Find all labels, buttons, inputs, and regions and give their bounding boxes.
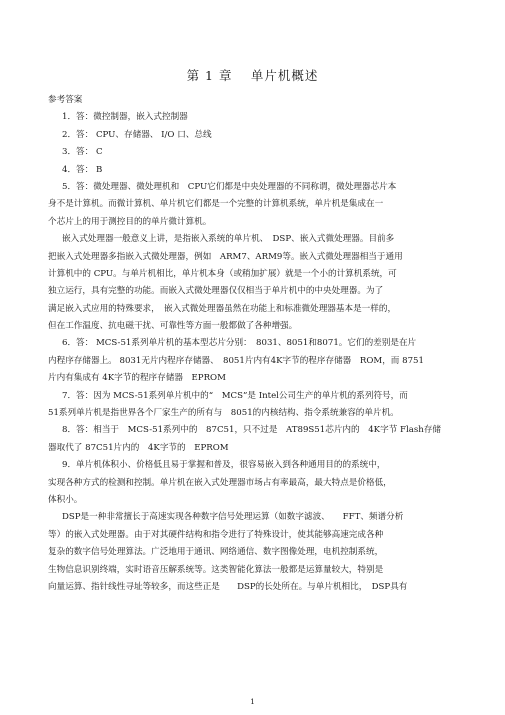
- text-line: 计算机中的 CPU。与单片机相比，单片机本身（或稍加扩展）就是一个小的计算机系统，可: [48, 268, 397, 279]
- text-line: 实现各种方式的检测和控制。单片机在嵌入式处理器市场占有率最高，最大特点是价格低，: [48, 477, 392, 488]
- text-line: 身不是计算机。而微计算机、单片机它们都是一个完整的计算机系统，单片机是集成在一: [48, 199, 384, 210]
- text-line: 生物信息识别终端，实时语音压解系统等。这类智能化算法一般都是运算量较大，特别是: [48, 564, 384, 575]
- text-line: 6．答： MCS-51系列单片机的基本型芯片分别： 8031、8051和8071。它们的差别是在片: [62, 338, 417, 349]
- text-line: 51系列单片机是指世界各个厂家生产的所有与 8051的内核结构、指令系统兼容的单片机。: [48, 408, 399, 419]
- text-line: 器取代了 87C51片内的 4K字节的 EPROM: [48, 442, 229, 453]
- text-line: 把嵌入式处理器多指嵌入式微处理器，例如 ARM7、ARM9等。嵌入式微处理器相当于通用: [48, 251, 403, 262]
- text-line: 8．答：相当于 MCS-51系列中的 87C51，只不过是 AT89S51芯片内的 4K字节 Flash存储: [62, 425, 441, 436]
- text-line: 复杂的数字信号处理算法。广泛地用于通讯、网络通信、数字图像处理，电机控制系统，: [48, 547, 384, 558]
- text-line: 片内有集成有 4K字节的程序存储器 EPROM: [48, 373, 226, 384]
- text-line: 5．答：微处理器、微处理机和 CPU它们都是中央处理器的不同称谓，微处理器芯片本: [62, 181, 397, 192]
- text-line: 内程序存储器上。 8031无片内程序存储器、 8051片内有4K字节的程序存储器 ROM，而 8751: [48, 355, 424, 366]
- text-line: 3．答： C: [62, 147, 103, 158]
- text-line: 等）的嵌入式处理器。由于对其硬件结构和指令进行了特殊设计，使其能够高速完成各种: [48, 529, 384, 540]
- text-line: 个芯片上的用于测控目的的单片微计算机。: [48, 216, 212, 227]
- text-line: 2．答： CPU、存储器、 I/O 口、总线: [62, 129, 212, 140]
- text-line: 满足嵌入式应用的特殊要求， 嵌入式微处理器虽然在功能上和标准微处理器基本是一样的，: [48, 303, 397, 314]
- section-label: 参考答案: [48, 95, 83, 105]
- page-number: 1: [250, 697, 255, 706]
- text-line: DSP是一种非常擅长于高速实现各种数字信号处理运算（如数字滤波、 FFT、频谱分析: [62, 512, 404, 523]
- text-line: 向量运算、指针线性寻址等较多，而这些正是 DSP的长处所在。与单片机相比， DSP具有: [48, 581, 408, 592]
- text-line: 9．单片机体积小、价格低且易于掌握和普及，很容易嵌入到各种通用目的的系统中，: [62, 460, 386, 471]
- text-line: 嵌入式处理器一般意义上讲，是指嵌入系统的单片机、 DSP、嵌入式微处理器。目前多: [62, 234, 395, 245]
- text-line: 体积小。: [48, 494, 83, 505]
- chapter-title: 第 1 章 单片机概述: [186, 68, 319, 83]
- document-body: [48, 92, 460, 596]
- text-line: 1．答：微控制器，嵌入式控制器: [62, 112, 188, 123]
- answer-lines: [48, 109, 460, 596]
- text-line: 但在工作温度、抗电磁干扰、可靠性等方面一般都做了各种增强。: [48, 321, 298, 332]
- text-line: 7．答：因为 MCS-51系列单片机中的“ MCS”是 Intel公司生产的单片机的系列符号，而: [62, 390, 408, 401]
- text-line: 独立运行，具有完整的功能。而嵌入式微处理器仅仅相当于单片机中的中央处理器。为了: [48, 286, 384, 297]
- text-line: 4．答： B: [62, 164, 103, 175]
